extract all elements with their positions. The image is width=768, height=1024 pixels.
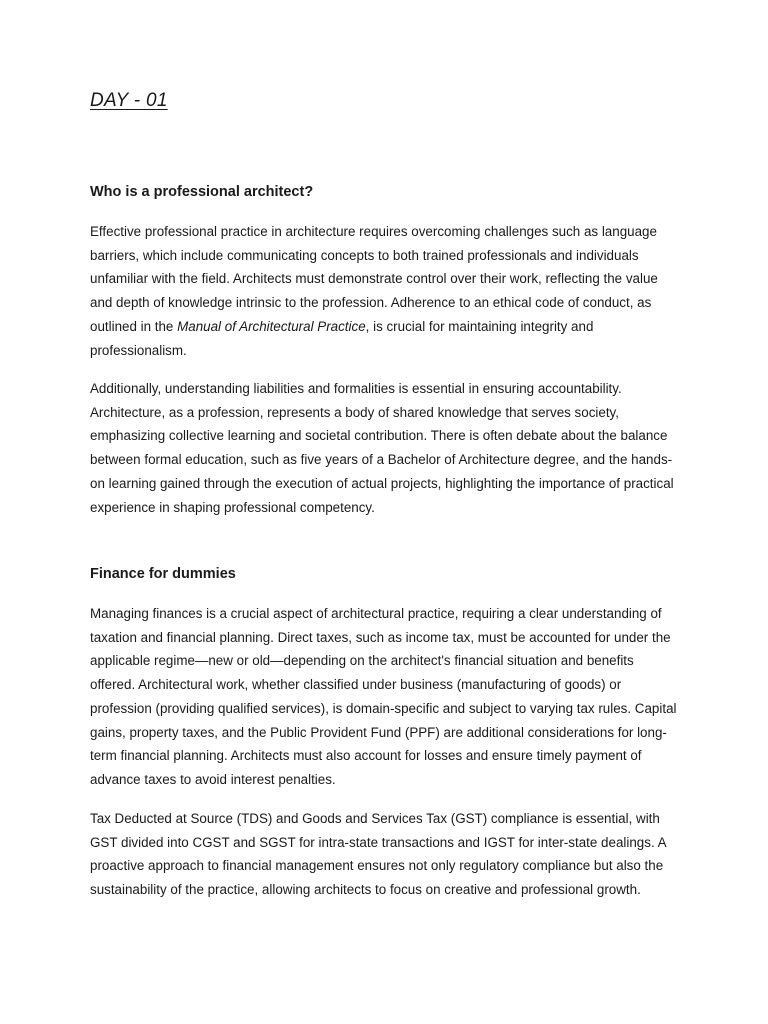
- section-heading: Finance for dummies: [90, 566, 236, 582]
- paragraph: Additionally, understanding liabilities and formalities is essential in ensuring accountability. Architecture, as a profession, represents a body of shared knowledge that serves society, emphasizing collective learning and societal contribution. There is often debate about the balance between formal education, such as five years of a Bachelor of Architecture degree, and the hands-on learning gained through the execution of actual projects, highlighting the importance of practical experience in shaping professional competency.: [90, 381, 674, 515]
- section-heading: Who is a professional architect?: [90, 184, 314, 200]
- paragraph-text: Effective professional practice in architecture requires overcoming challenges such as language barriers, which include communicating concepts to both trained professionals and individuals unfamiliar with the field. Architects must demonstrate control over their work, reflecting the value and depth of knowledge intrinsic to the profession. Adherence to an ethical code of conduct, as outlined in the: [90, 224, 658, 334]
- paragraph: Managing finances is a crucial aspect of architectural practice, requiring a clear understanding of taxation and financial planning. Direct taxes, such as income tax, must be accounted for under the applicable regime—new or old—depending on the architect's financial situation and benefits offered. Architectural work, whether classified under business (manufacturing of goods) or profession (providing qualified services), is domain-specific and subject to varying tax rules. Capital gains, property taxes, and the Public Provident Fund (PPF) are additional considerations for long-term financial planning. Architects must also account for losses and ensure timely payment of advance taxes to avoid interest penalties.: [90, 606, 677, 787]
- paragraph: [90, 220, 682, 362]
- book-title: Manual of Architectural Practice: [177, 318, 366, 334]
- paragraph-text: , is crucial for maintaining integrity and professionalism.: [90, 318, 594, 358]
- paragraph: Tax Deducted at Source (TDS) and Goods and Services Tax (GST) compliance is essential, with GST divided into CGST and SGST for intra-state transactions and IGST for inter-state dealings. A proactive approach to financial management ensures not only regulatory compliance but also the sustainability of the practice, allowing architects to focus on creative and professional growth.: [90, 811, 666, 898]
- day-title: DAY - 01: [90, 90, 168, 111]
